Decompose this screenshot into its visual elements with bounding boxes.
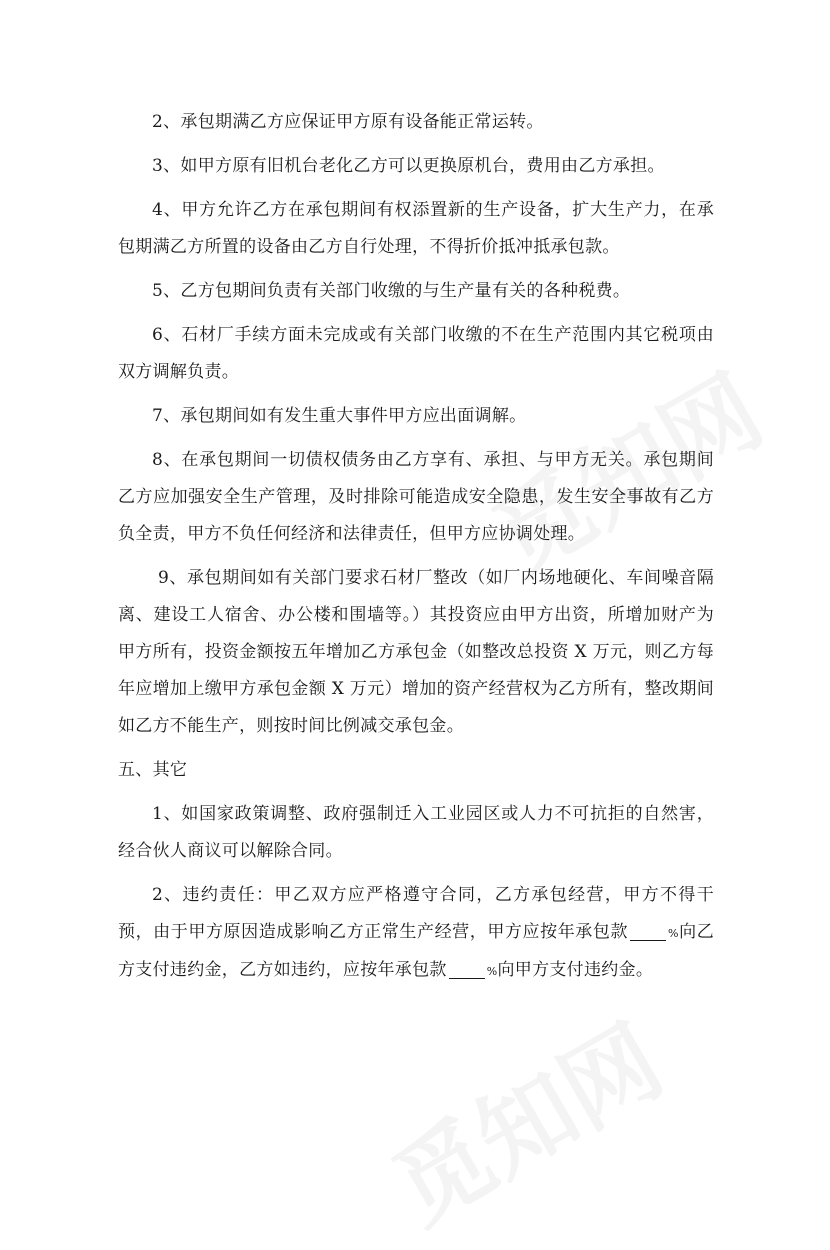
breach-text-part3: 向甲方支付违约金。 (497, 960, 654, 980)
clause-4-new-equipment: 4、甲方允许乙方在承包期间有权添置新的生产设备，扩大生产力，在承包期满乙方所置的设备由乙方自行处理，不得折价抵冲抵承包款。 (118, 200, 714, 257)
clause-6-procedures: 6、石材厂手续方面未完成或有关部门收缴的不在生产范围内其它税项由双方调解负责。 (118, 325, 714, 382)
blank-line-2 (449, 960, 485, 979)
percent-sign-1: % (668, 927, 679, 940)
clause-7-mediation: 7、承包期间如有发生重大事件甲方应出面调解。 (152, 406, 527, 426)
clause-3-replacement: 3、如甲方原有旧机台老化乙方可以更换原机台，费用由乙方承担。 (152, 156, 665, 176)
clause-2-equipment: 2、承包期满乙方应保证甲方原有设备能正常运转。 (152, 112, 544, 132)
breach-text-part2: 向乙方支付违约金，乙方如违约，应按年承包款 (118, 922, 714, 980)
other-clause-2-breach (118, 877, 714, 990)
clause-8-liabilities: 8、在承包期间一切债权债务由乙方享有、承担、与甲方无关。承包期间乙方应加强安全生产管理，及时排除可能造成安全隐患，发生安全事故有乙方负全责，甲方不负任何经济和法律责任，但甲方应协调处理。 (118, 450, 714, 544)
watermark (365, 987, 683, 1250)
section-heading-other: 五、其它 (118, 760, 188, 780)
breach-text-part1: 2、违约责任：甲乙双方应严格遵守合同，乙方承包经营，甲方不得干预，由于甲方原因造成影响乙方正常生产经营，甲方应按年承包款 (118, 885, 714, 942)
blank-line-1 (630, 922, 666, 941)
document-body (118, 104, 714, 997)
other-clause-1-termination: 1、如国家政策调整、政府强制迁入工业园区或人力不可抗拒的自然害，经合伙人商议可以解除合同。 (118, 804, 714, 861)
percent-sign-2: % (486, 965, 498, 978)
clause-5-taxes: 5、乙方包期间负责有关部门收缴的与生产量有关的各种税费。 (152, 281, 631, 301)
clause-9-rectification: 9、承包期间如有关部门要求石材厂整改（如厂内场地硬化、车间噪音隔离、建设工人宿舍、办公楼和围墙等。）其投资应由甲方出资，所增加财产为甲方所有，投资金额按五年增加乙方承包金（如整改总投资 X 万元，则乙方每年应增加上缴甲方承包金额 X 万元）增加的资产经营权为乙方所有，整改期间如乙方不能生产，则按时间比例减交承包金。 (118, 568, 714, 736)
